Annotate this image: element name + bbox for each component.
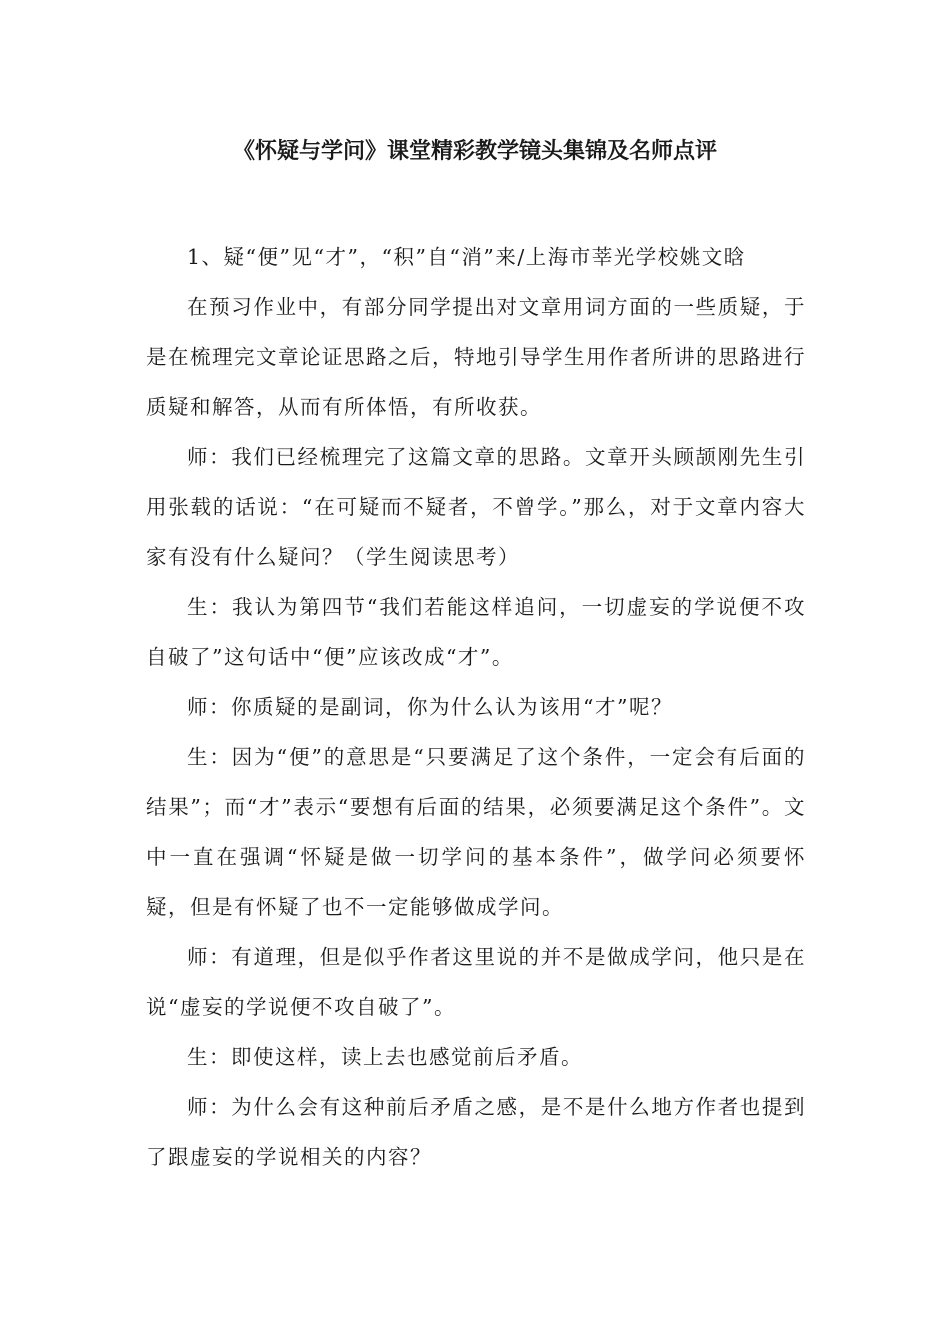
paragraph-student-1: 生：我认为第四节“我们若能这样追问，一切虚妄的学说便不攻自破了”这句话中“便”应该改成“才”。 [146,595,806,669]
paragraph-student-2: 生：因为“便”的意思是“只要满足了这个条件，一定会有后面的结果”；而“才”表示“要想有后面的结果，必须要满足这个条件”。文中一直在强调“怀疑是做一切学问的基本条件”，做学问必须要怀疑，但是有怀疑了也不一定能够做成学问。 [146,745,806,919]
document-title: 《怀疑与学问》课堂精彩教学镜头集锦及名师点评 [232,139,717,164]
paragraph-teacher-4: 师：为什么会有这种前后矛盾之感，是不是什么地方作者也提到了跟虚妄的学说相关的内容？ [146,1095,806,1169]
paragraph-teacher-2: 师：你质疑的是副词，你为什么认为该用“才”呢？ [187,695,673,719]
paragraph-teacher-3: 师：有道理，但是似乎作者这里说的并不是做成学问，他只是在说“虚妄的学说便不攻自破了”。 [146,945,806,1019]
paragraph-teacher-1: 师：我们已经梳理完了这篇文章的思路。文章开头顾颉刚先生引用张载的话说：“在可疑而不疑者，不曾学。”那么，对于文章内容大家有没有什么疑问？（学生阅读思考） [146,445,806,569]
document-body [146,232,806,1182]
paragraph-student-3: 生：即使这样，读上去也感觉前后矛盾。 [187,1045,583,1069]
paragraph-heading: 1、疑“便”见“才”，“积”自“消”来/上海市莘光学校姚文晗 [187,245,746,269]
paragraph-intro: 在预习作业中，有部分同学提出对文章用词方面的一些质疑，于是在梳理完文章论证思路之后，特地引导学生用作者所讲的思路进行质疑和解答，从而有所体悟，有所收获。 [146,295,806,419]
